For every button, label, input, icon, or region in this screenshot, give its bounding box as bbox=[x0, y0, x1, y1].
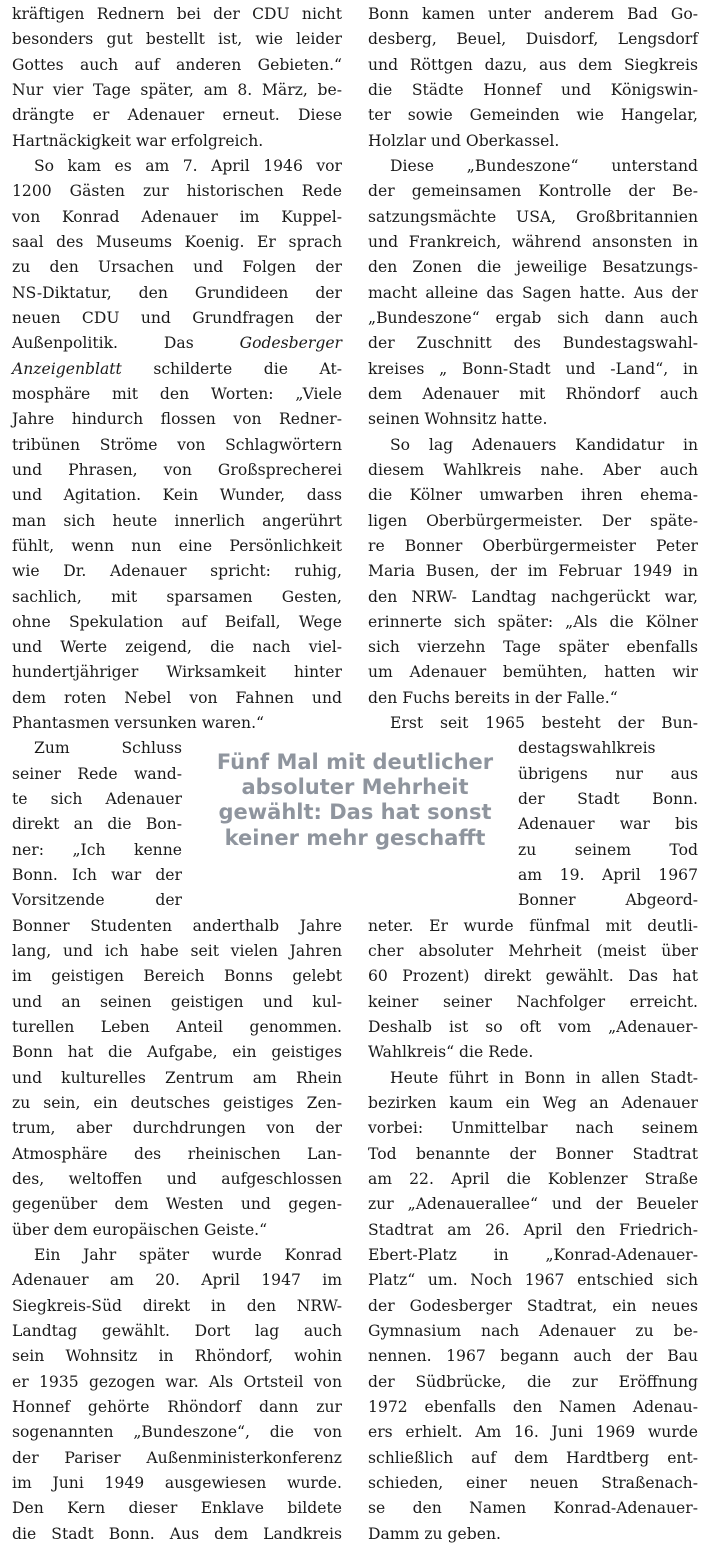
text-line: Bonn hat die Aufgabe, ein geistiges bbox=[12, 1043, 342, 1062]
text-line: Holzlar und Oberkassel. bbox=[368, 131, 560, 150]
text-line: ter sowie Gemeinden wie Hangelar, bbox=[368, 106, 698, 125]
text-line: neuen CDU und Grundfragen der bbox=[12, 308, 342, 327]
text-line: Maria Busen, der im Februar 1949 in bbox=[368, 562, 698, 581]
text-line: Bonn. Ich war der bbox=[12, 866, 182, 885]
pull-quote-line: keiner mehr geschafft bbox=[224, 825, 486, 850]
text-line: Zum Schluss bbox=[34, 739, 182, 758]
text-line: Platz“ um. Noch 1967 entschied sich bbox=[368, 1271, 698, 1290]
pull-quote-line: absoluter Mehrheit bbox=[241, 774, 469, 799]
text-line: keiner seiner Nachfolger erreicht. bbox=[368, 992, 698, 1011]
text-line: Damm zu geben. bbox=[368, 1524, 501, 1543]
text-line: Jahre hindurch flossen von Redner- bbox=[12, 410, 342, 429]
text-line: der Stadt Bonn. bbox=[518, 790, 698, 809]
text-line: und Phrasen, von Großsprecherei bbox=[12, 460, 342, 479]
text-line: cher absoluter Mehrheit (meist über bbox=[368, 942, 698, 961]
text-line: Atmosphäre des rheinischen Lan- bbox=[12, 1144, 342, 1163]
text-line: der Pariser Außenministerkonferenz bbox=[12, 1448, 342, 1467]
text-line: destagswahlkreis bbox=[518, 739, 656, 758]
text-line: mosphäre mit den Worten: „Viele bbox=[12, 384, 342, 403]
text-line: schließlich auf dem Hardtberg ent- bbox=[368, 1448, 698, 1467]
text-line: diesem Wahlkreis nahe. Aber auch bbox=[368, 460, 698, 479]
text-line: sachlich, mit sparsamen Gesten, bbox=[12, 587, 342, 606]
text-line: Bonner Studenten anderthalb Jahre bbox=[12, 916, 342, 935]
text-line: kreises „ Bonn-Stadt und -Land“, in bbox=[368, 359, 698, 378]
text-line: schieden, einer neuen Straßenach- bbox=[368, 1473, 698, 1492]
text-line: seiner Rede wand- bbox=[12, 764, 182, 783]
text-line: man sich heute innerlich angerührt bbox=[12, 511, 342, 530]
pull-quote-line: gewählt: Das hat sonst bbox=[218, 800, 492, 825]
text-run: schilderte die At- bbox=[121, 359, 342, 378]
text-line: erinnerte sich später: „Als die Kölner bbox=[368, 612, 698, 631]
text-line: So lag Adenauers Kandidatur in bbox=[390, 435, 698, 454]
text-line: und Röttgen dazu, aus dem Siegkreis bbox=[368, 55, 698, 74]
text-run: Außenpolitik. Das bbox=[12, 334, 240, 353]
text-line: saal des Museums Koenig. Er sprach bbox=[12, 232, 342, 251]
pull-quote-line: Fünf Mal mit deutlicher bbox=[216, 749, 494, 774]
text-line: turellen Leben Anteil genommen. bbox=[12, 1018, 342, 1037]
text-line: zu seinem Tod bbox=[518, 840, 698, 859]
text-line: direkt an die Bon- bbox=[12, 815, 182, 834]
text-line: der Südbrücke, die zur Eröffnung bbox=[368, 1372, 698, 1391]
italic-text: Godesberger bbox=[239, 334, 342, 353]
text-line: So kam es am 7. April 1946 vor bbox=[34, 156, 342, 175]
text-line: Vorsitzende der bbox=[12, 891, 182, 910]
text-line: zur „Adenauerallee“ und der Beueler bbox=[368, 1195, 698, 1214]
text-line: hundertjähriger Wirksamkeit hinter bbox=[12, 663, 342, 682]
text-line: NS-Diktatur, den Grundideen der bbox=[12, 283, 342, 302]
text-line: Phantasmen versunken waren.“ bbox=[12, 714, 265, 733]
text-line: Tod benannte der Bonner Stadtrat bbox=[368, 1144, 698, 1163]
text-line: am 22. April die Koblenzer Straße bbox=[368, 1170, 698, 1189]
text-line: Gymnasium nach Adenauer zu be- bbox=[368, 1321, 698, 1340]
text-line: Erst seit 1965 besteht der Bun- bbox=[390, 714, 698, 733]
text-line: nennen. 1967 begann auch der Bau bbox=[368, 1347, 698, 1366]
text-line bbox=[12, 357, 342, 382]
text-line: den Fuchs bereits in der Falle.“ bbox=[368, 688, 618, 707]
text-line: Den Kern dieser Enklave bildete bbox=[12, 1499, 342, 1518]
text-line: Siegkreis-Süd direkt in den NRW- bbox=[12, 1296, 342, 1315]
text-line: 60 Prozent) direkt gewählt. Das hat bbox=[368, 967, 698, 986]
text-line: Ein Jahr später wurde Konrad bbox=[34, 1246, 342, 1264]
pull-quote bbox=[200, 750, 510, 851]
text-line: zu sein, ein deutsches geistiges Zen- bbox=[12, 1094, 342, 1113]
text-line: trum, aber durchdrungen von der bbox=[12, 1119, 342, 1138]
text-line: und Agitation. Kein Wunder, dass bbox=[12, 486, 342, 505]
text-line: ers erhielt. Am 16. Juni 1969 wurde bbox=[368, 1423, 698, 1442]
text-line: von Konrad Adenauer im Kuppel- bbox=[12, 207, 342, 226]
text-line: kräftigen Rednern bei der CDU nicht bbox=[12, 5, 342, 23]
text-line: der Zuschnitt des Bundestagswahl- bbox=[368, 334, 698, 353]
text-line: am 19. April 1967 bbox=[518, 866, 698, 885]
text-line: Diese „Bundeszone“ unterstand bbox=[390, 156, 698, 175]
text-line: Hartnäckigkeit war erfolgreich. bbox=[12, 131, 264, 150]
text-line: 1200 Gästen zur historischen Rede bbox=[12, 182, 342, 201]
text-line: um Adenauer bemühten, hatten wir bbox=[368, 663, 698, 682]
text-line: lang, und ich habe seit vielen Jahren bbox=[12, 942, 342, 961]
text-line: tribünen Ströme von Schlagwörtern bbox=[12, 435, 342, 454]
text-line: re Bonner Oberbürgermeister Peter bbox=[368, 536, 698, 555]
text-line: se den Namen Konrad-Adenauer- bbox=[368, 1499, 698, 1518]
text-line: bezirken kaum ein Weg an Adenauer bbox=[368, 1094, 698, 1113]
text-line: ligen Oberbürgermeister. Der späte- bbox=[368, 511, 698, 530]
text-line: wie Dr. Adenauer spricht: ruhig, bbox=[12, 562, 342, 581]
text-line: besonders gut bestellt ist, wie leider bbox=[12, 30, 342, 49]
text-line: die Stadt Bonn. Aus dem Landkreis bbox=[12, 1524, 342, 1543]
text-line: dem roten Nebel von Fahnen und bbox=[12, 688, 342, 707]
text-line: Adenauer am 20. April 1947 im bbox=[12, 1271, 342, 1290]
text-line: der gemeinsamen Kontrolle der Be- bbox=[368, 182, 698, 201]
text-line: über dem europäischen Geiste.“ bbox=[12, 1220, 268, 1239]
text-line: Wahlkreis“ die Rede. bbox=[368, 1043, 534, 1062]
text-line: Bonner Abgeord- bbox=[518, 891, 698, 910]
text-line: Ebert-Platz in „Konrad-Adenauer- bbox=[368, 1246, 698, 1264]
text-line: drängte er Adenauer erneut. Diese bbox=[12, 106, 342, 125]
text-line: im Juni 1949 ausgewiesen wurde. bbox=[12, 1473, 342, 1492]
text-line: Bonn kamen unter anderem Bad Go- bbox=[368, 5, 698, 23]
text-line: te sich Adenauer bbox=[12, 790, 182, 809]
text-line: gegenüber dem Westen und gegen- bbox=[12, 1195, 342, 1214]
text-line: Heute führt in Bonn in allen Stadt- bbox=[390, 1068, 698, 1087]
text-line: zu den Ursachen und Folgen der bbox=[12, 258, 342, 277]
text-line: ner: „Ich kenne bbox=[12, 840, 182, 859]
text-line: macht alleine das Sagen hatte. Aus der bbox=[368, 283, 698, 302]
text-line: und Werte zeigend, die nach viel- bbox=[12, 638, 342, 657]
text-line: satzungsmächte USA, Großbritannien bbox=[368, 207, 698, 226]
text-line: im geistigen Bereich Bonns gelebt bbox=[12, 967, 342, 986]
text-line: der Godesberger Stadtrat, ein neues bbox=[368, 1296, 698, 1315]
text-line: den Zonen die jeweilige Besatzungs- bbox=[368, 258, 698, 277]
text-line: die Kölner umwarben ihren ehema- bbox=[368, 486, 698, 505]
text-line: dem Adenauer mit Rhöndorf auch bbox=[368, 384, 698, 403]
text-line: ohne Spekulation auf Beifall, Wege bbox=[12, 612, 342, 631]
text-line: sein Wohnsitz in Rhöndorf, wohin bbox=[12, 1347, 342, 1366]
text-line: Gottes auch auf anderen Gebieten.“ bbox=[12, 55, 342, 74]
text-line: Stadtrat am 26. April den Friedrich- bbox=[368, 1220, 698, 1239]
text-line: und Frankreich, während ansonsten in bbox=[368, 232, 698, 251]
text-line: Adenauer war bis bbox=[518, 815, 698, 834]
text-line: desberg, Beuel, Duisdorf, Lengsdorf bbox=[368, 30, 698, 49]
text-line: Deshalb ist so oft vom „Adenauer- bbox=[368, 1018, 698, 1037]
text-line: „Bundeszone“ ergab sich dann auch bbox=[368, 308, 698, 327]
text-line: neter. Er wurde fünfmal mit deutli- bbox=[368, 916, 698, 935]
text-line: und kulturelles Zentrum am Rhein bbox=[12, 1068, 342, 1087]
text-line: des, weltoffen und aufgeschlossen bbox=[12, 1170, 342, 1189]
text-line: Landtag gewählt. Dort lag auch bbox=[12, 1321, 342, 1340]
text-line: Nur vier Tage später, am 8. März, be- bbox=[12, 80, 342, 99]
text-line: sogenannten „Bundeszone“, die von bbox=[12, 1423, 342, 1442]
text-line: die Städte Honnef und Königswin- bbox=[368, 80, 698, 99]
text-line: fühlt, wenn nun eine Persönlichkeit bbox=[12, 536, 342, 555]
text-line: er 1935 gezogen war. Als Ortsteil von bbox=[12, 1372, 342, 1391]
text-line: übrigens nur aus bbox=[518, 764, 698, 783]
text-line: 1972 ebenfalls den Namen Adenau- bbox=[368, 1397, 698, 1416]
text-line: sich vierzehn Tage später ebenfalls bbox=[368, 638, 698, 657]
text-line: Honnef gehörte Rhöndorf dann zur bbox=[12, 1397, 342, 1416]
text-line: den NRW- Landtag nachgerückt war, bbox=[368, 587, 698, 606]
text-line bbox=[12, 331, 342, 356]
text-line: seinen Wohnsitz hatte. bbox=[368, 410, 548, 429]
text-line: und an seinen geistigen und kul- bbox=[12, 992, 342, 1011]
italic-text: Anzeigenblatt bbox=[12, 359, 122, 378]
text-line: vorbei: Unmittelbar nach seinem bbox=[368, 1119, 698, 1138]
